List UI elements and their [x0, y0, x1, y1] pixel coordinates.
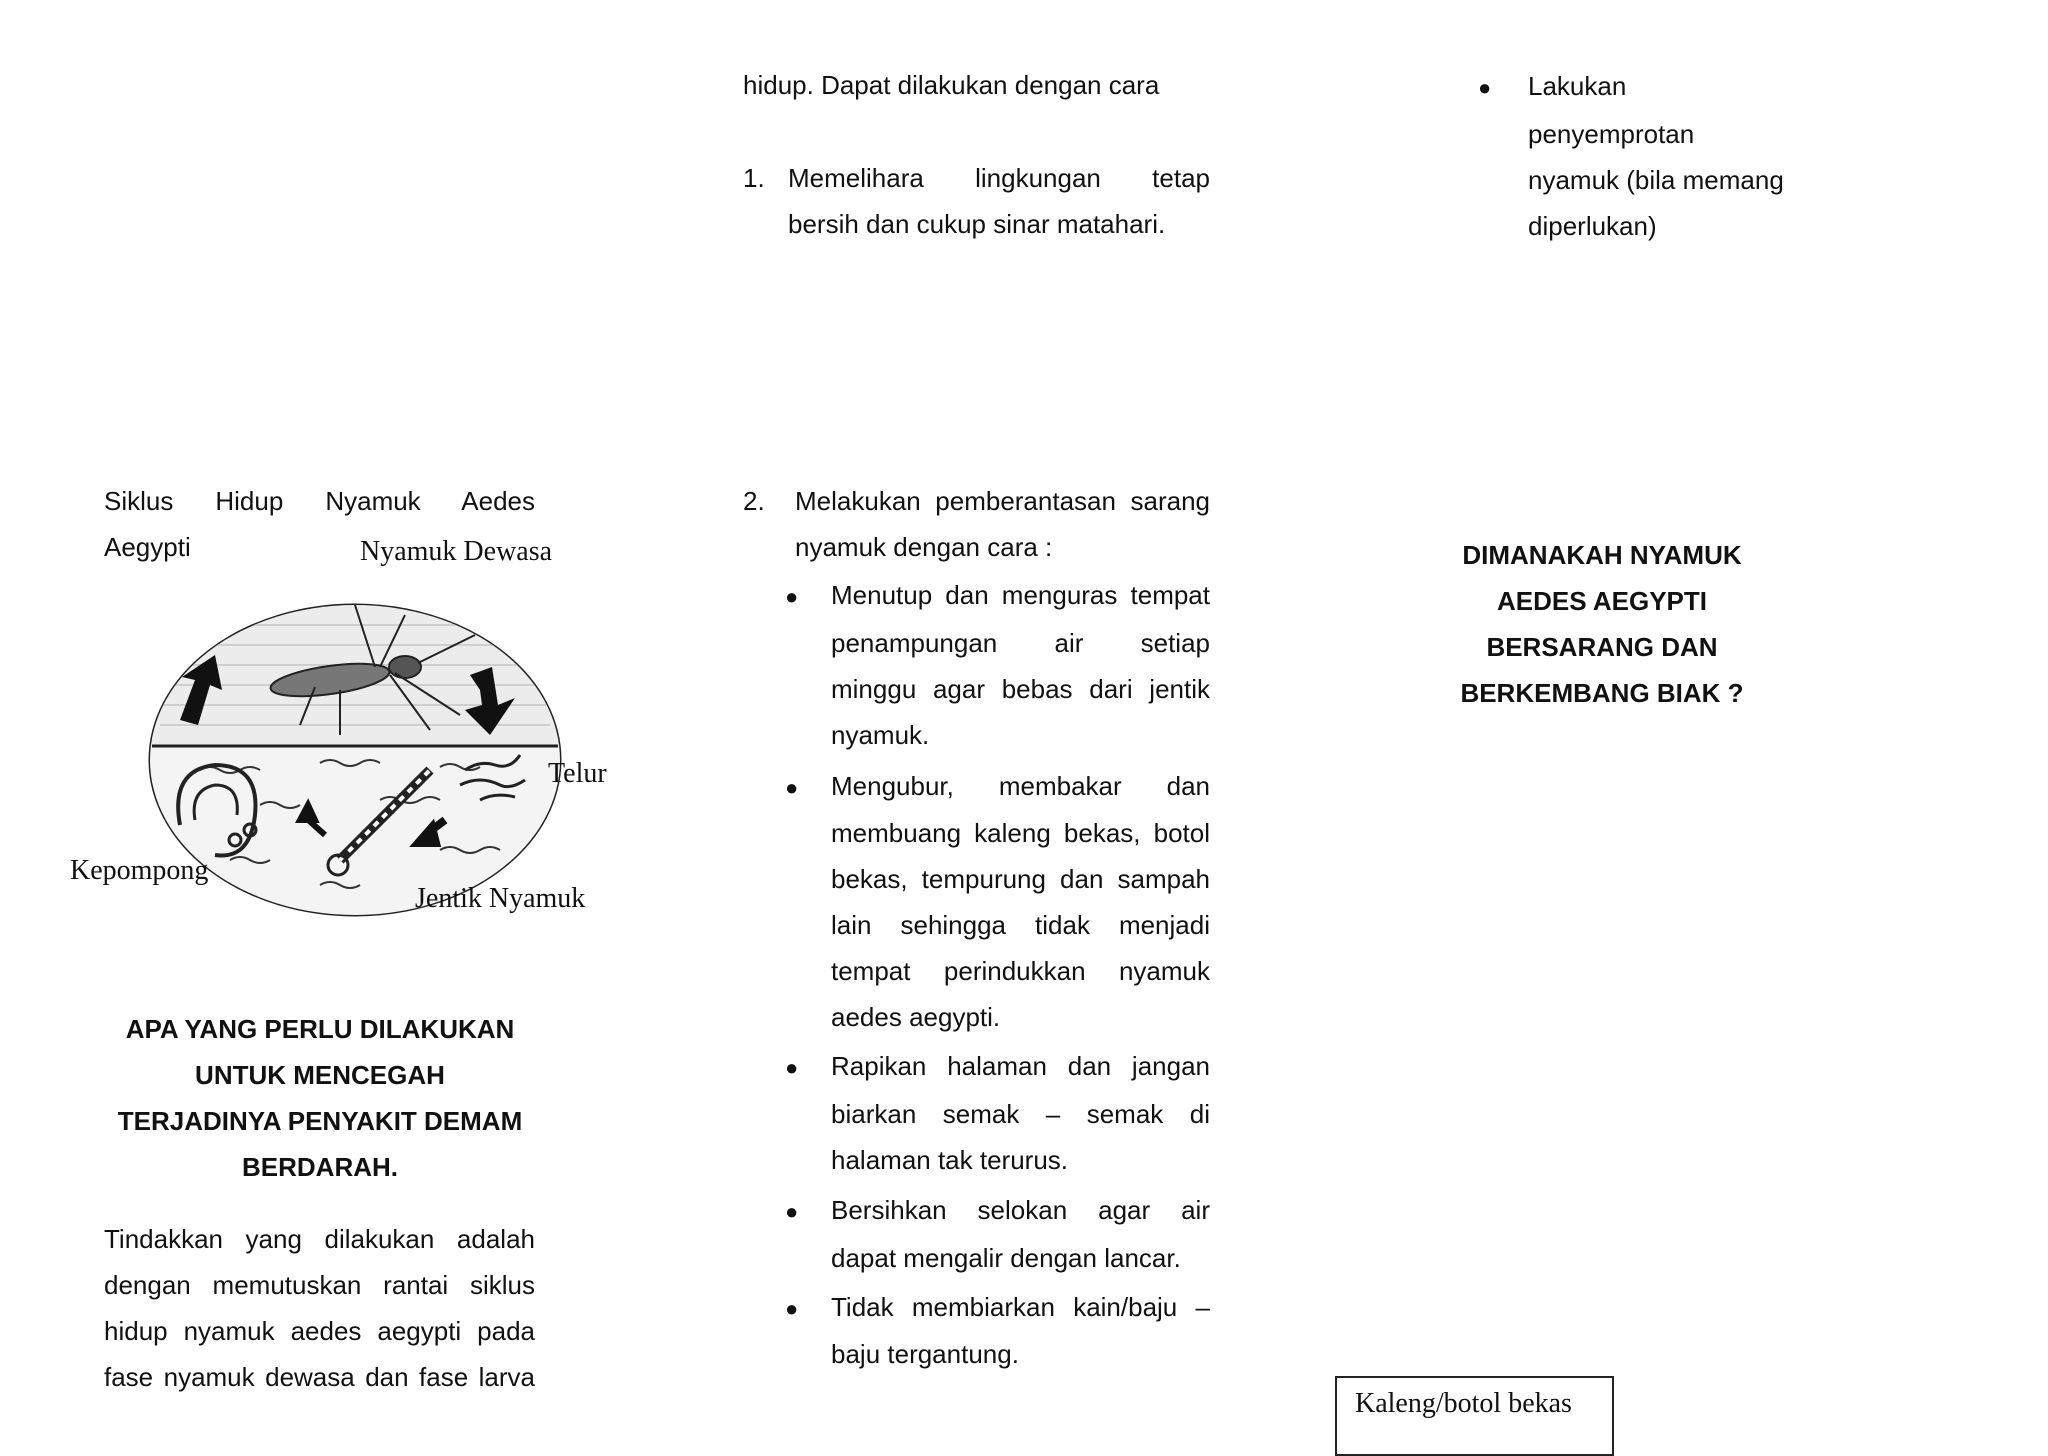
para-line-1: Tindakkan yang dilakukan adalah [104, 1224, 535, 1254]
para-line-3: hidup nyamuk aedes aegypti pada [104, 1316, 535, 1346]
b1-line-1: Menutup dan menguras tempat [831, 580, 1210, 610]
para-line-2: dengan memutuskan rantai siklus [104, 1270, 535, 1300]
b1-line-4: nyamuk. [831, 720, 930, 750]
label-adult-mosquito: Nyamuk Dewasa [360, 536, 553, 567]
b4-line-2: dapat mengalir dengan lancar. [831, 1243, 1181, 1273]
b2-line-5: tempat perindukkan nyamuk [831, 956, 1210, 986]
b2-line-6: aedes aegypti. [831, 1002, 1001, 1032]
item1-line-1: Memelihara lingkungan tetap [788, 163, 1210, 193]
bullet-dot: ● [785, 1055, 799, 1080]
label-egg: Telur [548, 758, 607, 789]
prevention-heading-line-2: UNTUK MENCEGAH [195, 1060, 445, 1090]
b5-line-1: Tidak membiarkan kain/baju – [831, 1292, 1210, 1322]
item2-number: 2. [743, 486, 765, 516]
b2-line-2: membuang kaleng bekas, botol [831, 818, 1210, 848]
spray-line-4: diperlukan) [1528, 211, 1657, 241]
b1-line-3: minggu agar bebas dari jentik [831, 674, 1210, 704]
b2-line-4: lain sehingga tidak menjadi [831, 910, 1210, 940]
spray-line-1: Lakukan [1528, 71, 1627, 101]
item1-line-2: bersih dan cukup sinar matahari. [788, 209, 1166, 239]
prevention-heading [70, 1006, 570, 1190]
prevention-heading-line-1: APA YANG PERLU DILAKUKAN [125, 1014, 515, 1044]
caption-box-text: Kaleng/botol bekas [1355, 1388, 1572, 1419]
item2-line-1: Melakukan pemberantasan sarang [795, 486, 1210, 516]
label-pupa: Kepompong [70, 855, 209, 886]
b3-line-1: Rapikan halaman dan jangan [831, 1051, 1210, 1081]
b3-line-2: biarkan semak – semak di [831, 1099, 1210, 1129]
prevention-heading-line-4: BERDARAH. [242, 1152, 398, 1182]
bullet-dot: ● [785, 1199, 799, 1224]
spray-line-2: penyemprotan [1528, 119, 1695, 149]
caption-box [1335, 1376, 1614, 1456]
b4-line-1: Bersihkan selokan agar air [831, 1195, 1210, 1225]
item2-line-2: nyamuk dengan cara : [795, 532, 1053, 562]
b1-line-2: penampungan air setiap [831, 628, 1210, 658]
para-line-4: fase nyamuk dewasa dan fase larva [104, 1362, 535, 1392]
breeding-heading-line-1: DIMANAKAH NYAMUK [1462, 540, 1742, 570]
cycle-title-line-1: Siklus Hidup Nyamuk Aedes [104, 486, 535, 516]
breeding-heading [1352, 532, 1852, 716]
breeding-heading-line-4: BERKEMBANG BIAK ? [1460, 678, 1744, 708]
breeding-heading-line-3: BERSARANG DAN [1486, 632, 1718, 662]
b2-line-1: Mengubur, membakar dan [831, 771, 1210, 801]
prevention-heading-line-3: TERJADINYA PENYAKIT DEMAM [117, 1106, 523, 1136]
label-larva: Jentik Nyamuk [415, 883, 586, 914]
bullet-dot: ● [785, 584, 799, 609]
b2-line-3: bekas, tempurung dan sampah [831, 864, 1210, 894]
spray-line-3: nyamuk (bila memang [1528, 165, 1784, 195]
mid-top-line: hidup. Dapat dilakukan dengan cara [743, 70, 1160, 100]
bullet-dot: ● [785, 775, 799, 800]
cycle-title-line-2: Aegypti [104, 532, 191, 562]
breeding-heading-line-2: AEDES AEGYPTI [1497, 586, 1707, 616]
b3-line-3: halaman tak terurus. [831, 1145, 1069, 1175]
item1-number: 1. [743, 163, 765, 193]
b5-line-2: baju tergantung. [831, 1339, 1019, 1369]
bullet-dot: ● [1478, 75, 1492, 100]
bullet-dot: ● [785, 1296, 799, 1321]
